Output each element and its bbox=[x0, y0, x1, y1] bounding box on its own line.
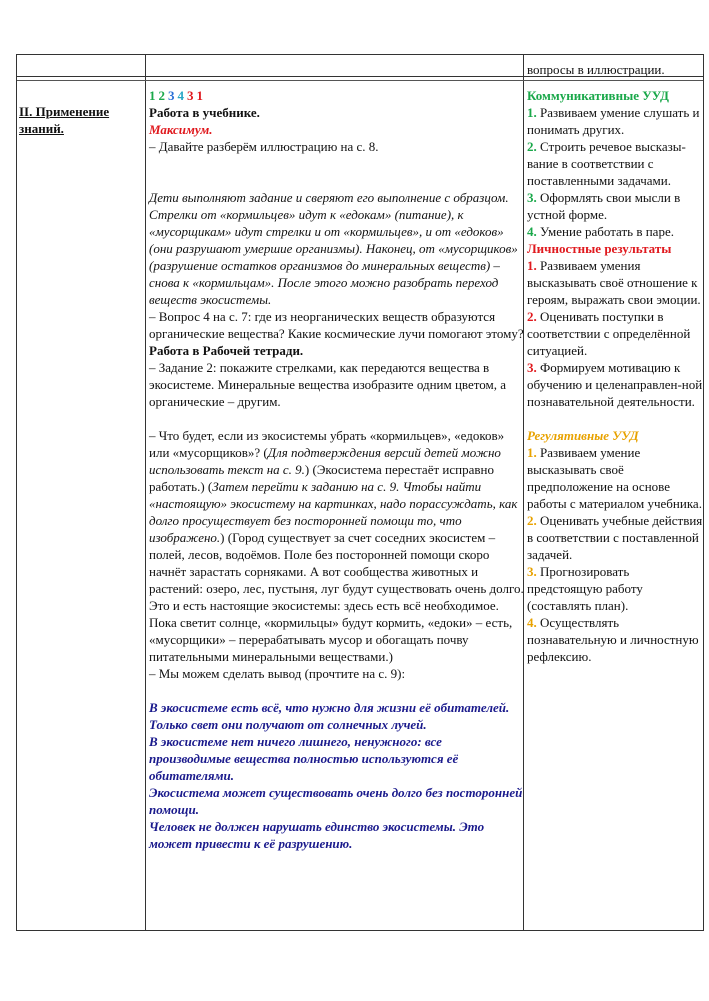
item-text: Прогнозировать предстоящую работу (составлять план). bbox=[527, 564, 643, 613]
level-numbers bbox=[149, 87, 525, 104]
fact-item: Экосистема может существовать очень долго без посторонней помощи. bbox=[149, 785, 523, 817]
level-number: 2 bbox=[158, 88, 165, 103]
item-number: 4. bbox=[527, 224, 537, 239]
outcome-item bbox=[527, 614, 703, 665]
activity-column bbox=[149, 87, 525, 852]
row-divider bbox=[17, 80, 703, 81]
maximum-label: Максимум. bbox=[149, 122, 213, 137]
text-part-italic: Для подтверждения версий детей можно использовать текст на с. 9. bbox=[149, 445, 501, 477]
workbook-heading: Работа в Рабочей тетради. bbox=[149, 343, 304, 358]
task-text: – Задание 2: покажите стрелками, как передаются вещества в экосистеме. Минеральные вещества изобразите одним цветом, а органические – другим. bbox=[149, 360, 507, 409]
outcome-item bbox=[527, 359, 703, 410]
level-number: 1 bbox=[196, 88, 203, 103]
communicative-heading: Коммуникативные УУД bbox=[527, 88, 669, 103]
top-row-text: вопросы в иллюстрации. bbox=[527, 62, 665, 77]
italic-explanation: Дети выполняют задание и сверяют его выполнение с образцом. Стрелки от «кормильцев» идут к «едокам» (питание), к «мусорщикам» идут стрелки и от «кормильцев», и от «едоков» (они разрушают умершие организмы). Наконец, от «мусорщиков» (разрушение остатков организмов до минеральных веществ) – снова к «кормильцам». После этого можно разобрать переход веществ экосистемы. bbox=[149, 190, 518, 307]
item-number: 2. bbox=[527, 513, 537, 528]
question-text: – Вопрос 4 на с. 7: где из неорганических веществ образуются органические вещества? Какие космические лучи помогают этому? bbox=[149, 309, 524, 341]
textbook-heading: Работа в учебнике. bbox=[149, 105, 260, 120]
fact-item: Человек не должен нарушать единство экосистемы. Это может привести к её разрушению. bbox=[149, 819, 485, 851]
discussion-text bbox=[149, 427, 525, 665]
outcome-item bbox=[527, 563, 703, 614]
level-number: 4 bbox=[177, 88, 184, 103]
item-text: Оценивать учебные действия в соответствии с поставленной задачей. bbox=[527, 513, 703, 562]
outcome-item bbox=[527, 257, 703, 308]
outcomes-column bbox=[527, 87, 703, 665]
column-divider bbox=[145, 55, 146, 930]
item-number: 3. bbox=[527, 360, 537, 375]
item-text: Осуществлять познавательную и личностную рефлексию. bbox=[527, 615, 699, 664]
item-text: Строить речевое высказы-вание в соответствии с поставленными задачами. bbox=[527, 139, 686, 188]
personal-heading: Личностные результаты bbox=[527, 241, 672, 256]
item-number: 1. bbox=[527, 258, 537, 273]
item-number: 3. bbox=[527, 190, 537, 205]
outcome-item bbox=[527, 223, 703, 240]
item-text: Развиваем умение слушать и понимать других. bbox=[527, 105, 700, 137]
item-number: 2. bbox=[527, 309, 537, 324]
fact-item: В экосистеме есть всё, что нужно для жизни её обитателей. Только свет они получают от солнечных лучей. bbox=[149, 700, 510, 732]
outcome-item bbox=[527, 308, 703, 359]
outcome-item bbox=[527, 138, 703, 189]
item-number: 2. bbox=[527, 139, 537, 154]
item-number: 1. bbox=[527, 445, 537, 460]
item-number: 1. bbox=[527, 105, 537, 120]
item-number: 4. bbox=[527, 615, 537, 630]
item-text: Формируем мотивацию к обучению и целенаправлен-ной познавательной деятельности. bbox=[527, 360, 703, 409]
text-part: – Что будет, если из экосистемы убрать «кормильцев», «едоков» или «мусорщиков»? ( bbox=[149, 428, 505, 460]
item-number: 3. bbox=[527, 564, 537, 579]
level-number: 3 bbox=[168, 88, 175, 103]
outcome-item bbox=[527, 104, 703, 138]
outcome-item bbox=[527, 444, 703, 512]
regulatory-heading: Регулятивные УУД bbox=[527, 428, 639, 443]
lesson-table bbox=[16, 54, 704, 931]
level-number: 1 bbox=[149, 88, 156, 103]
fact-item: В экосистеме нет ничего лишнего, ненужного: все производимые вещества полностью используются её обитателями. bbox=[149, 734, 459, 783]
level-number: 3 bbox=[187, 88, 194, 103]
item-text: Оформлять свои мысли в устной форме. bbox=[527, 190, 681, 222]
conclusion-text: – Мы можем сделать вывод (прочтите на с. 9): bbox=[149, 666, 406, 681]
text-part: ) (Экосистема перестаёт исправно работать.) ( bbox=[149, 462, 494, 494]
text-part-italic: Затем перейти к заданию на с. 9. Чтобы найти «настоящую» экосистему на картинках, надо порассуждать, как долго просуществует без посторонней помощи то, что изображено. bbox=[149, 479, 518, 545]
item-text: Оценивать поступки в соответствии с определённой ситуацией. bbox=[527, 309, 691, 358]
instruction-text: – Давайте разберём иллюстрацию на с. 8. bbox=[149, 139, 379, 154]
text-part: ) (Город существует за счет соседних экосистем – полей, лесов, водоёмов. Поле без посторонней помощи скоро начнёт зарастать сорняками. А вот сообщества животных и растений: озеро, лес, пустыня, луг будут существовать очень долго. Это и есть настоящие экосистемы: здесь есть всё необходимое. Пока светит солнце, «кормильцы» будут кормить, «едоки» – есть, «мусорщики» – перерабатывать мусор и обогащать почву питательными минеральными веществами.) bbox=[149, 530, 524, 664]
item-text: Развиваем умения высказывать своё отношение к героям, выражать свои эмоции. bbox=[527, 258, 701, 307]
item-text: Развиваем умение высказывать своё предположение на основе работы с материалом учебника. bbox=[527, 445, 702, 511]
outcome-item bbox=[527, 512, 703, 563]
item-text: Умение работать в паре. bbox=[540, 224, 674, 239]
outcome-item bbox=[527, 189, 703, 223]
stage-label: II. Применение знаний. bbox=[19, 104, 110, 136]
